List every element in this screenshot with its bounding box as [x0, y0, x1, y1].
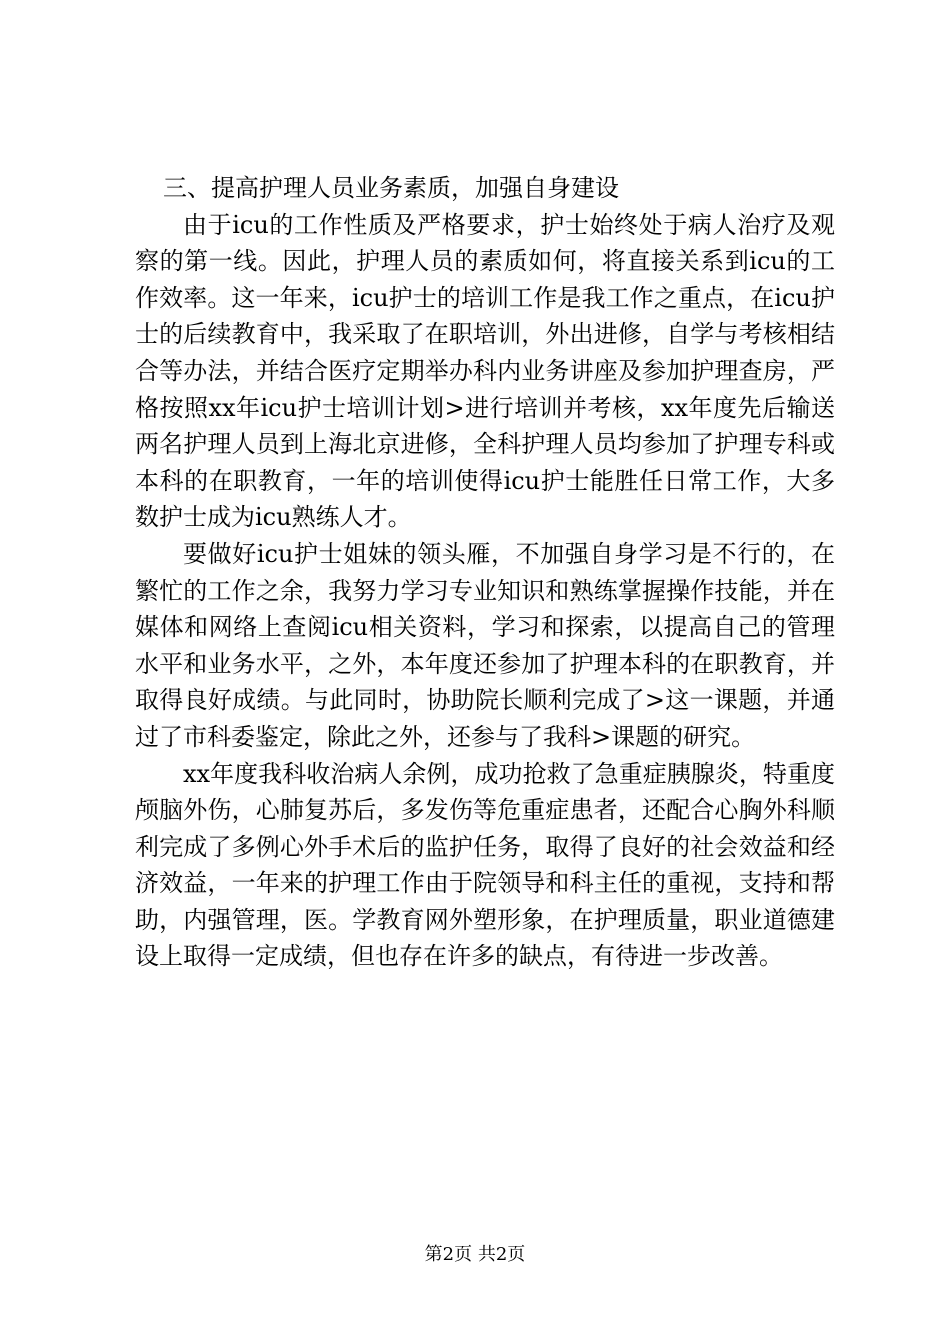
document-body	[135, 170, 835, 975]
page-footer	[0, 1244, 950, 1266]
paragraph-training: 由于icu的工作性质及严格要求，护士始终处于病人治疗及观察的第一线。因此，护理人员的素质如何，将直接关系到icu的工作效率。这一年来，icu护士的培训工作是我工作之重点，在icu护士的后续教育中，我采取了在职培训，外出进修，自学与考核相结合等办法，并结合医疗定期举办科内业务讲座及参加护理查房，严格按照xx年icu护士培训计划>进行培训并考核，xx年度先后输送两名护理人员到上海北京进修，全科护理人员均参加了护理专科或本科的在职教育，一年的培训使得icu护士能胜任日常工作，大多数护士成为icu熟练人才。	[135, 210, 835, 532]
section-heading: 三、提高护理人员业务素质，加强自身建设	[163, 174, 619, 202]
paragraph-self-study: 要做好icu护士姐妹的领头雁，不加强自身学习是不行的，在繁忙的工作之余，我努力学习专业知识和熟练掌握操作技能，并在媒体和网络上查阅icu相关资料，学习和探索，以提高自己的管理水平和业务水平，之外，本年度还参加了护理本科的在职教育，并取得良好成绩。与此同时，协助院长顺利完成了>这一课题，并通过了市科委鉴定，除此之外，还参与了我科>课题的研究。	[135, 539, 835, 751]
page-number: 第2页 共2页	[424, 1244, 526, 1265]
paragraph-annual-results: xx年度我科收治病人余例，成功抢救了急重症胰腺炎，特重度颅脑外伤，心肺复苏后，多发伤等危重症患者，还配合心胸外科顺利完成了多例心外手术后的监护任务，取得了良好的社会效益和经济效益，一年来的护理工作由于院领导和科主任的重视，支持和帮助，内强管理，医。学教育网外塑形象，在护理质量，职业道德建设上取得一定成绩，但也存在许多的缺点，有待进一步改善。	[135, 759, 835, 971]
